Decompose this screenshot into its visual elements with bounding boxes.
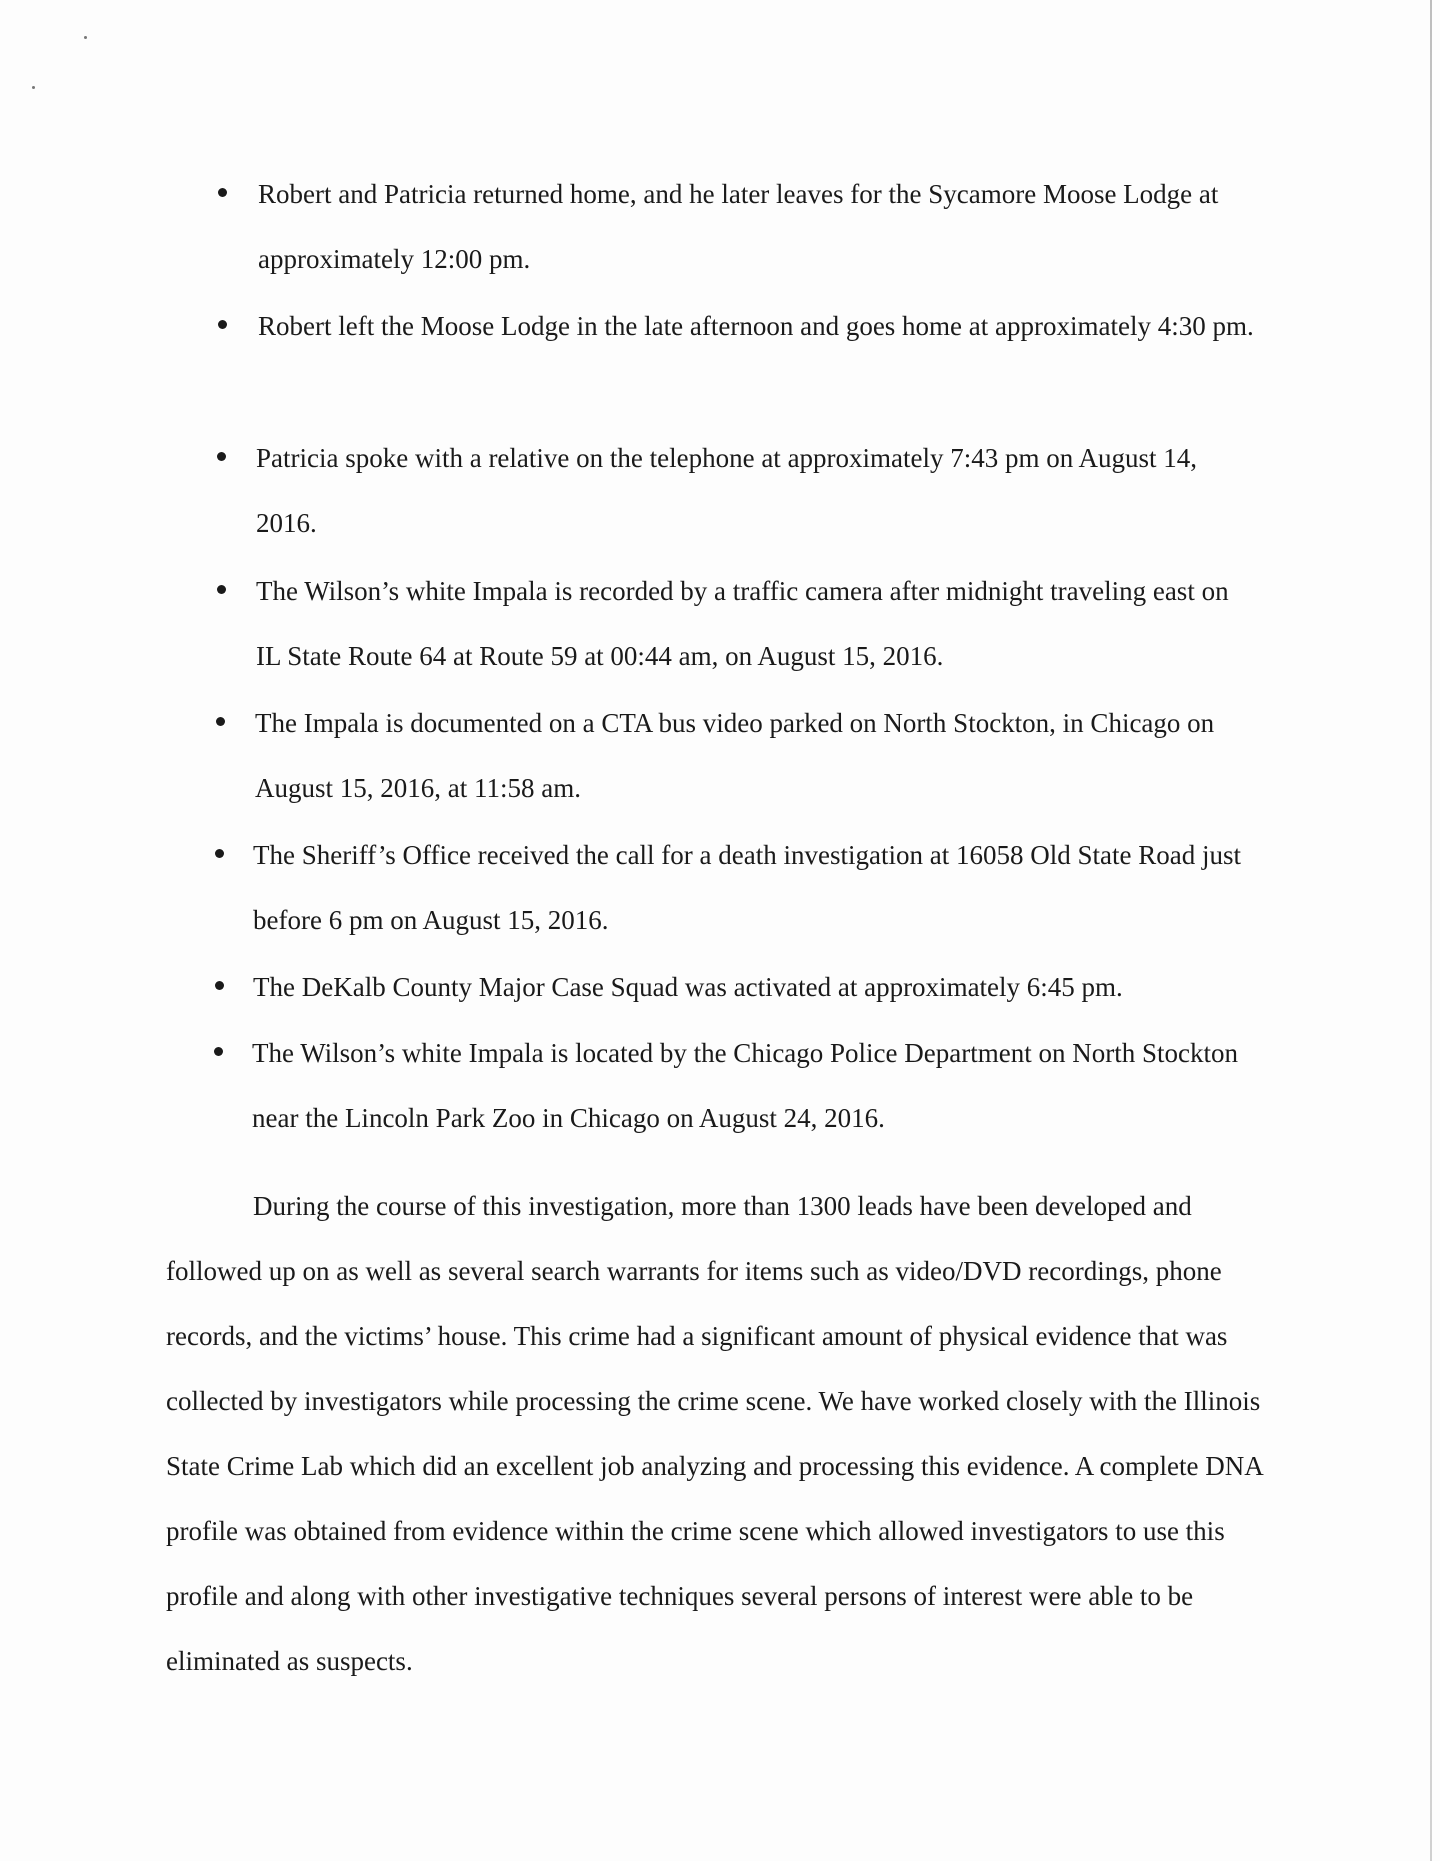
bullet-icon [214, 1047, 223, 1056]
bullet-icon [216, 717, 225, 726]
bullet-icon [218, 320, 227, 329]
bullet-icon [217, 585, 226, 594]
scan-speck [32, 86, 35, 89]
bullet-text: The DeKalb County Major Case Squad was activated at approximately 6:45 pm. [253, 972, 1123, 1002]
bullet-text: The Wilson’s white Impala is recorded by a traffic camera after midnight traveling east on IL State Route 64 at Route 59 at 00:44 am, on August 15, 2016. [256, 576, 1229, 671]
bullet-icon [217, 452, 226, 461]
bullet-text: Robert and Patricia returned home, and he later leaves for the Sycamore Moose Lodge at approximately 12:00 pm. [258, 179, 1219, 274]
bullet-icon [215, 981, 224, 990]
body-paragraph: During the course of this investigation, more than 1300 leads have been developed and followed up on as well as several search warrants for items such as video/DVD recordings, phone records, and the victims’ house. This crime had a significant amount of physical evidence that was collected by investigators while processing the crime scene. We have worked closely with the Illinois State Crime Lab which did an excellent job analyzing and processing this evidence. A complete DNA profile was obtained from evidence within the crime scene which allowed investigators to use this profile and along with other investigative techniques several persons of interest were able to be eliminated as suspects. [166, 1191, 1263, 1676]
bullet-text: The Sheriff’s Office received the call for a death investigation at 16058 Old State Road just before 6 pm on August 15, 2016. [253, 840, 1241, 935]
scan-speck [84, 36, 87, 39]
bullet-icon [218, 188, 227, 197]
page-edge-shadow [1430, 0, 1432, 1861]
bullet-text: The Wilson’s white Impala is located by the Chicago Police Department on North Stockton near the Lincoln Park Zoo in Chicago on August 24, 2016. [252, 1038, 1238, 1133]
bullet-text: The Impala is documented on a CTA bus video parked on North Stockton, in Chicago on August 15, 2016, at 11:58 am. [255, 708, 1215, 803]
bullet-text: Patricia spoke with a relative on the telephone at approximately 7:43 pm on August 14, 2016. [256, 443, 1198, 538]
bullet-icon [215, 849, 224, 858]
bullet-text: Robert left the Moose Lodge in the late afternoon and goes home at approximately 4:30 pm. [258, 311, 1254, 341]
